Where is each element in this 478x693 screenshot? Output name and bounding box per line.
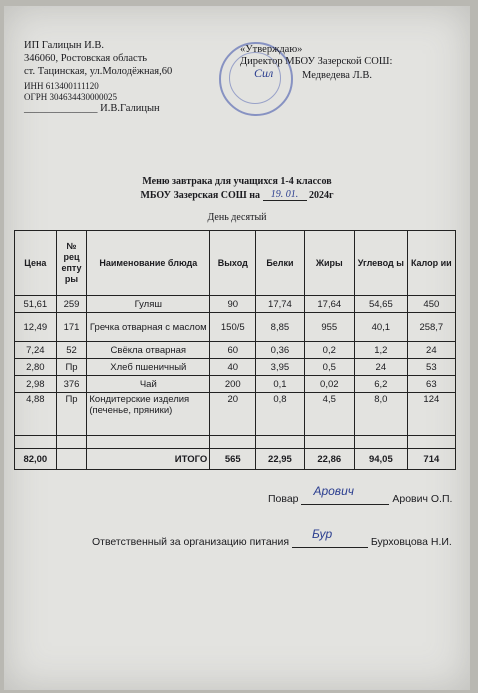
col-header-recipe: № рец епту ры	[56, 231, 87, 296]
table-header-row	[15, 231, 456, 296]
doc-title-line1: Меню завтрака для учащихся 1-4 классов	[142, 176, 332, 187]
document-page	[4, 6, 470, 690]
cell: 376	[56, 376, 87, 393]
cell: 7,24	[15, 342, 57, 359]
cell: Гуляш	[87, 296, 210, 313]
cell: 24	[355, 359, 408, 376]
org-address-1: 346060, Ростовская область	[24, 53, 148, 64]
approval-signature: Сил	[254, 66, 274, 80]
org-address-2: ст. Тацинская, ул.Молодёжная,60	[24, 66, 173, 77]
doc-title-suffix: 2024г	[309, 190, 334, 201]
total-cell	[56, 449, 87, 470]
cell: 0,2	[304, 342, 354, 359]
cell: 124	[407, 393, 455, 436]
cell: 51,61	[15, 296, 57, 313]
table-row	[15, 296, 456, 313]
approval-name: Медведева Л.В.	[302, 70, 372, 81]
cell: 90	[210, 296, 256, 313]
total-cell: 94,05	[355, 449, 408, 470]
cell: 150/5	[210, 313, 256, 342]
col-header-yield: Выход	[210, 231, 256, 296]
cell: 8,85	[256, 313, 304, 342]
table-row-empty	[15, 436, 456, 449]
org-name: ИП Галицын И.В.	[24, 40, 104, 51]
cell: 0,1	[256, 376, 304, 393]
cook-label: Повар	[268, 493, 299, 505]
table-row	[15, 313, 456, 342]
responsible-signature: Бур	[311, 527, 333, 541]
responsible-label: Ответственный за организацию питания	[92, 536, 290, 548]
cell: 0,8	[256, 393, 304, 436]
cell: 0,5	[304, 359, 354, 376]
col-header-dish: Наименование блюда	[87, 231, 210, 296]
cell: 17,64	[304, 296, 354, 313]
col-header-calories: Калор ии	[407, 231, 455, 296]
responsible-name: Бурховцова Н.И.	[370, 536, 452, 548]
col-header-price: Цена	[15, 231, 57, 296]
cell: Гречка отварная с маслом	[87, 313, 210, 342]
cell: 6,2	[355, 376, 408, 393]
total-cell: 82,00	[15, 449, 57, 470]
org-signature-line: ______________ И.В.Галицын	[24, 103, 160, 114]
cell: 4,5	[304, 393, 354, 436]
total-cell: 714	[407, 449, 455, 470]
cell: 53	[407, 359, 455, 376]
col-header-carbs: Углевод ы	[355, 231, 408, 296]
cell: 52	[56, 342, 87, 359]
doc-date-handwritten: 19. 01.	[263, 189, 307, 201]
responsible-signature-line	[92, 527, 452, 548]
cook-signature-line	[268, 484, 453, 505]
doc-title-line2	[4, 189, 470, 201]
table-row	[15, 359, 456, 376]
cell: 450	[407, 296, 455, 313]
table-row	[15, 376, 456, 393]
cell: 1,2	[355, 342, 408, 359]
cell: Свёкла отварная	[87, 342, 210, 359]
cell: 171	[56, 313, 87, 342]
table-row	[15, 342, 456, 359]
table-total-row	[15, 449, 456, 470]
cell: Кондитерские изделия (печенье, пряники)	[87, 393, 210, 436]
cell: 955	[304, 313, 354, 342]
cell: Пр	[56, 393, 87, 436]
cell: 2,98	[15, 376, 57, 393]
cell: 17,74	[256, 296, 304, 313]
cook-signature: Арович	[313, 484, 354, 498]
cell: 24	[407, 342, 455, 359]
cell: 54,65	[355, 296, 408, 313]
approval-title: «Утверждаю»	[240, 44, 303, 55]
approval-position: Директор МБОУ Зазерской СОШ:	[240, 56, 393, 67]
cell: 40,1	[355, 313, 408, 342]
cell: 259	[56, 296, 87, 313]
cell: 0,36	[256, 342, 304, 359]
menu-table	[14, 230, 456, 470]
cell: 12,49	[15, 313, 57, 342]
cook-sign-blank	[301, 484, 389, 505]
cell: 60	[210, 342, 256, 359]
total-cell: 22,86	[304, 449, 354, 470]
total-cell: 22,95	[256, 449, 304, 470]
cook-name: Арович О.П.	[392, 493, 453, 505]
cell: Пр	[56, 359, 87, 376]
table-row	[15, 393, 456, 436]
org-ogrn: ОГРН 304634430000025	[24, 92, 117, 102]
cell: 40	[210, 359, 256, 376]
col-header-fat: Жиры	[304, 231, 354, 296]
cell: Чай	[87, 376, 210, 393]
cell: 2,80	[15, 359, 57, 376]
responsible-sign-blank	[292, 527, 368, 548]
total-label: ИТОГО	[87, 449, 210, 470]
total-cell: 565	[210, 449, 256, 470]
cell: Хлеб пшеничный	[87, 359, 210, 376]
cell: 20	[210, 393, 256, 436]
doc-title-prefix: МБОУ Зазерская СОШ на	[140, 190, 260, 201]
cell: 4,88	[15, 393, 57, 436]
day-label: День десятый	[207, 212, 267, 223]
cell: 0,02	[304, 376, 354, 393]
cell: 3,95	[256, 359, 304, 376]
col-header-protein: Белки	[256, 231, 304, 296]
cell: 200	[210, 376, 256, 393]
cell: 63	[407, 376, 455, 393]
org-inn: ИНН 613400111120	[24, 81, 99, 91]
cell: 258,7	[407, 313, 455, 342]
cell: 8,0	[355, 393, 408, 436]
